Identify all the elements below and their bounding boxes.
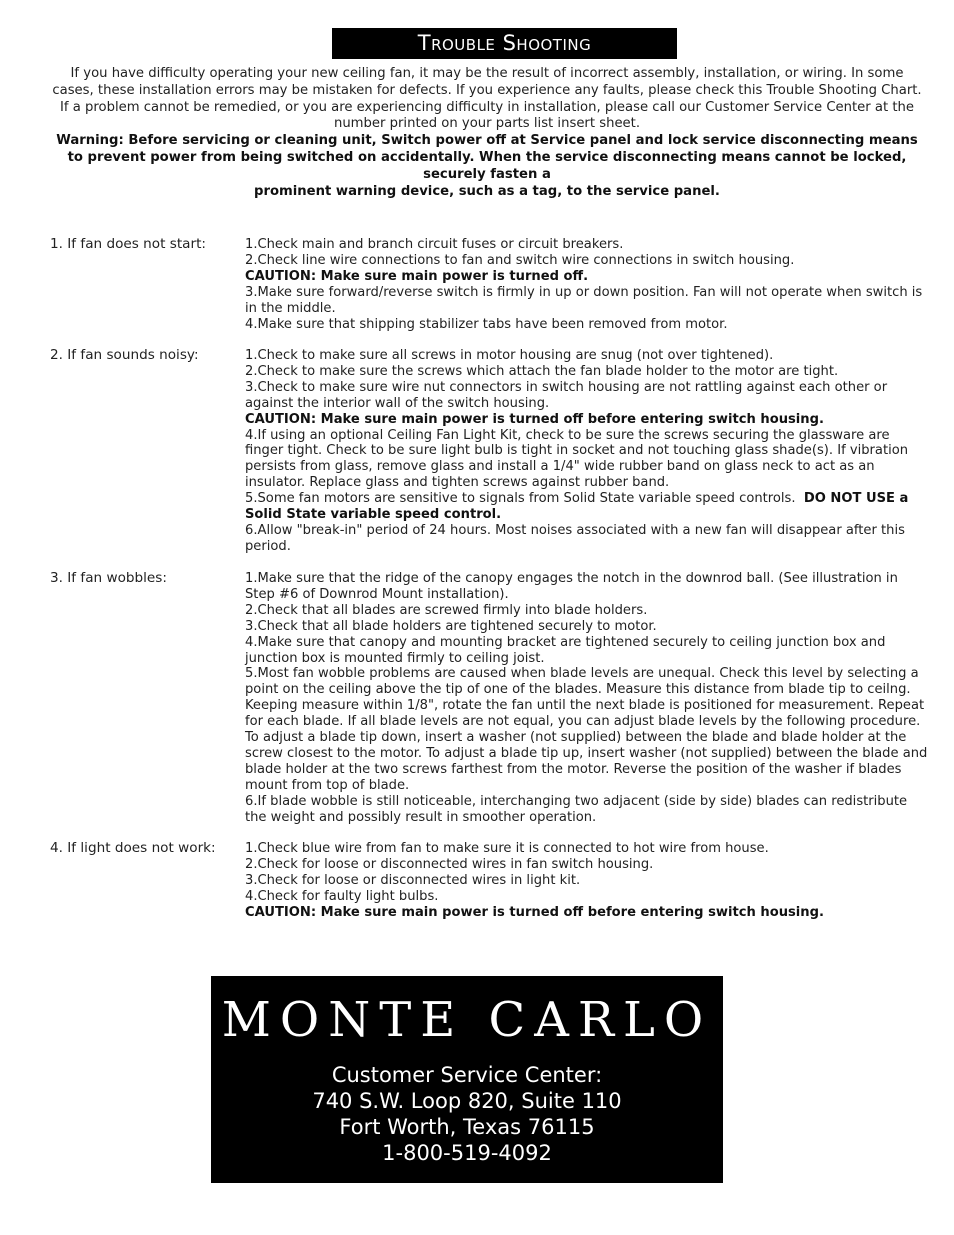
monte-carlo-logo: MONTE CARLO: [221, 992, 713, 1048]
section-label: 1. If fan does not start:: [50, 236, 206, 252]
warning-text-line2: prominent warning device, such as a tag, to the service panel.: [254, 183, 720, 199]
section-steps: [245, 237, 931, 332]
step-item: 3.Make sure forward/reverse switch is firmly in up or down position. Fan will not operate when switch is in the middle.: [245, 284, 923, 316]
step-item: 4.Make sure that canopy and mounting bracket are tightened securely to ceiling junction box and junction box is mounted firmly to ceiling joist.: [245, 634, 886, 666]
do-not-use-warning: DO NOT USE a Solid State variable speed control.: [245, 491, 909, 523]
step-item: 1.Check to make sure all screws in motor housing are snug (not over tightened).: [245, 348, 774, 363]
contact-heading: Customer Service Center:: [331, 1063, 603, 1087]
step-item: 6.Allow "break-in" period of 24 hours. Most noises associated with a new fan will disappear after this period.: [245, 522, 905, 554]
step-text: 5.Some fan motors are sensitive to signals from Solid State variable speed controls.: [245, 491, 796, 507]
intro-paragraph-line2: number printed on your parts list insert sheet.: [333, 116, 641, 132]
step-item: 2.Check for loose or disconnected wires in fan switch housing.: [245, 856, 654, 872]
step-item: [245, 491, 931, 523]
contact-address: 740 S.W. Loop 820, Suite 110: [312, 1089, 622, 1113]
section-label: 4. If light does not work:: [50, 840, 216, 856]
warning-text: Warning: Before servicing or cleaning unit, Switch power off at Service panel and lock service disconnecting means to prevent power from being switched on accidentally. When the service disconnecting means cannot be locked, securely fasten a: [56, 133, 918, 182]
step-item: 3.Check that all blade holders are tightened securely to motor.: [245, 618, 657, 634]
step-item: 5.Most fan wobble problems are caused when blade levels are unequal. Check this level by selecting a point on the ceiling above the tip of one of the blades. Measure this distance from blade tip to ceilng. Keeping measure within 1/8", rotate the fan until the next blade is positioned for measurement. Repeat for each blade. If all blade levels are not equal, you can adjust blade levels by the following procedure. To adjust a blade tip down, insert a washer (not supplied) between the blade and blade holder at the screw closest to the motor. To adjust a blade tip up, insert washer (not supplied) between the blade and blade holder at the two screws farthest from the motor. Reverse the position of the washer if blades mount from top of blade.: [245, 666, 928, 793]
step-item: 4.Check for faulty light bulbs.: [245, 888, 439, 904]
contact-info: [211, 1062, 723, 1166]
section-steps: [245, 841, 931, 921]
intro-paragraph: If you have difficulty operating your new ceiling fan, it may be the result of incorrect assembly, installation, or wiring. In some cases, these installation errors may be mistaken for defects. If you experience any faults, please check this Trouble Shooting Chart. If a problem cannot be remedied, or you are experiencing difficulty in installation, please call our Customer Service Center at the: [52, 66, 922, 115]
caution-note: CAUTION: Make sure main power is turned off before entering switch housing.: [245, 904, 824, 920]
contact-phone: 1-800-519-4092: [382, 1141, 552, 1165]
section-label: 2. If fan sounds noisy:: [50, 347, 199, 363]
contact-city: Fort Worth, Texas 76115: [339, 1115, 595, 1139]
caution-note: CAUTION: Make sure main power is turned off before entering switch housing.: [245, 411, 824, 427]
step-item: 3.Check to make sure wire nut connectors in switch housing are not rattling against each other or against the interior wall of the switch housing.: [245, 379, 888, 411]
customer-service-box: [211, 976, 723, 1183]
section-label: 3. If fan wobbles:: [50, 570, 167, 586]
section-steps: [245, 348, 931, 555]
step-item: 2.Check that all blades are screwed firmly into blade holders.: [245, 602, 648, 618]
intro-block: [48, 66, 926, 200]
step-item: 2.Check to make sure the screws which attach the fan blade holder to the motor are tight.: [245, 363, 839, 379]
step-item: 1.Check main and branch circuit fuses or circuit breakers.: [245, 237, 624, 252]
step-item: 4.Make sure that shipping stabilizer tabs have been removed from motor.: [245, 316, 728, 332]
step-item: 3.Check for loose or disconnected wires in light kit.: [245, 872, 581, 888]
step-item: 2.Check line wire connections to fan and switch wire connections in switch housing.: [245, 252, 795, 268]
step-item: 1.Make sure that the ridge of the canopy engages the notch in the downrod ball. (See illustration in Step #6 of Downrod Mount installation).: [245, 571, 898, 602]
step-item: 1.Check blue wire from fan to make sure it is connected to hot wire from house.: [245, 841, 769, 856]
page-title: Trouble Shooting: [332, 28, 677, 59]
step-item: 6.If blade wobble is still noticeable, interchanging two adjacent (side by side) blades can redistribute the weight and possibly result in smoother operation.: [245, 793, 908, 825]
step-item: 4.If using an optional Ceiling Fan Light Kit, check to be sure the screws securing the glassware are finger tight. Check to be sure light bulb is tight in socket and not touching glass shade(s). If vibration persists from glass, remove glass and install a 1/4" wide rubber band on glass neck to act as an insulator. Replace glass and tighten screws against rubber band.: [245, 427, 909, 491]
caution-note: CAUTION: Make sure main power is turned off.: [245, 268, 589, 284]
section-steps: [245, 571, 931, 826]
